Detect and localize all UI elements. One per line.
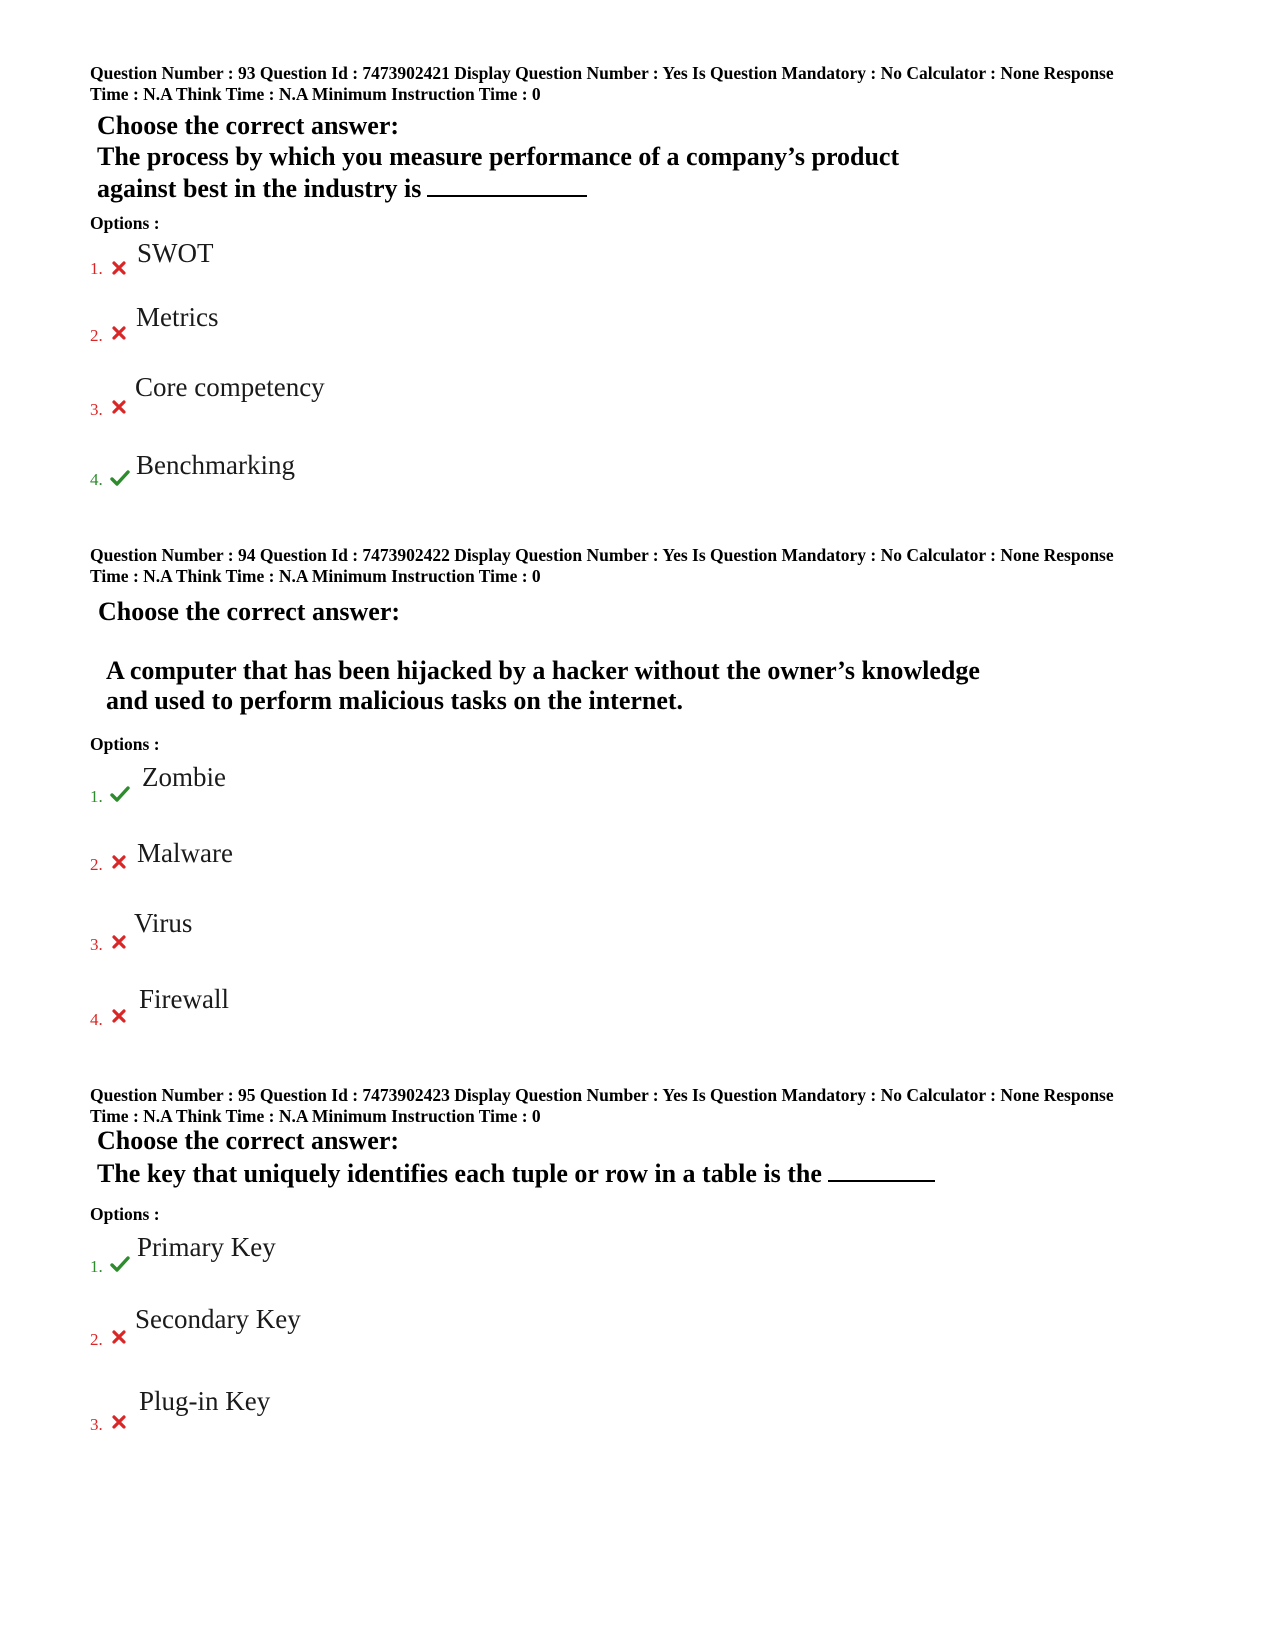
- question-meta-line1: Question Number : 95 Question Id : 7473902423 Display Question Number : Yes Is Question Mandatory : No Calculator : None Response: [90, 1085, 1114, 1105]
- question-meta: [90, 1085, 1190, 1127]
- question-text: against best in the industry is: [97, 174, 422, 203]
- question-meta: [90, 63, 1190, 105]
- question-text: The key that uniquely identifies each tuple or row in a table is the: [97, 1159, 822, 1188]
- option-number: 1.: [90, 259, 103, 278]
- answer-blank: [828, 1156, 935, 1182]
- question-meta-line2: Time : N.A Think Time : N.A Minimum Instruction Time : 0: [90, 84, 541, 104]
- question-meta-line2: Time : N.A Think Time : N.A Minimum Instruction Time : 0: [90, 566, 541, 586]
- wrong-icon: [110, 853, 128, 871]
- option-label-zombie: Zombie: [142, 762, 226, 792]
- question-prompt: Choose the correct answer:: [97, 111, 400, 140]
- option-number: 1.: [90, 787, 103, 806]
- options-label: Options :: [90, 213, 160, 233]
- question-meta: [90, 545, 1190, 587]
- option-number: 2.: [90, 1330, 103, 1349]
- answer-blank: [427, 171, 587, 197]
- option-label-primary-key: Primary Key: [137, 1232, 276, 1262]
- option-number: 2.: [90, 326, 103, 345]
- option-label-benchmarking: Benchmarking: [136, 450, 295, 480]
- check-icon: [110, 469, 130, 487]
- options-label: Options :: [90, 1204, 160, 1224]
- options-label: Options :: [90, 734, 160, 754]
- wrong-icon: [110, 1413, 128, 1431]
- option-number: 3.: [90, 935, 103, 954]
- option-label-core-competency: Core competency: [135, 372, 325, 402]
- option-label-secondary-key: Secondary Key: [135, 1304, 301, 1334]
- option-number: 3.: [90, 400, 103, 419]
- option-label-virus: Virus: [134, 908, 193, 938]
- question-text-line1: [97, 1156, 935, 1190]
- wrong-icon: [110, 933, 128, 951]
- wrong-icon: [110, 398, 128, 416]
- wrong-icon: [110, 259, 128, 277]
- option-label-swot: SWOT: [137, 238, 214, 268]
- wrong-icon: [110, 1007, 128, 1025]
- question-prompt: Choose the correct answer:: [97, 1126, 400, 1155]
- option-label-metrics: Metrics: [136, 302, 219, 332]
- option-number: 2.: [90, 855, 103, 874]
- check-icon: [110, 1255, 130, 1273]
- wrong-icon: [110, 1328, 128, 1346]
- question-meta-line2: Time : N.A Think Time : N.A Minimum Instruction Time : 0: [90, 1106, 541, 1126]
- option-label-plug-in-key: Plug-in Key: [139, 1386, 271, 1416]
- option-number: 1.: [90, 1257, 103, 1276]
- option-label-malware: Malware: [137, 838, 233, 868]
- question-meta-line1: Question Number : 93 Question Id : 7473902421 Display Question Number : Yes Is Question Mandatory : No Calculator : None Response: [90, 63, 1114, 83]
- option-number: 3.: [90, 1415, 103, 1434]
- question-meta-line1: Question Number : 94 Question Id : 7473902422 Display Question Number : Yes Is Question Mandatory : No Calculator : None Response: [90, 545, 1114, 565]
- question-prompt: Choose the correct answer:: [98, 597, 401, 626]
- option-number: 4.: [90, 470, 103, 489]
- question-text-line2: [97, 171, 587, 205]
- question-text-line1: The process by which you measure performance of a company’s product: [97, 142, 900, 171]
- question-text-line1: A computer that has been hijacked by a hacker without the owner’s knowledge: [106, 656, 980, 685]
- option-number: 4.: [90, 1010, 103, 1029]
- option-label-firewall: Firewall: [139, 984, 229, 1014]
- wrong-icon: [110, 324, 128, 342]
- check-icon: [110, 785, 130, 803]
- question-text-line2: and used to perform malicious tasks on the internet.: [106, 686, 684, 715]
